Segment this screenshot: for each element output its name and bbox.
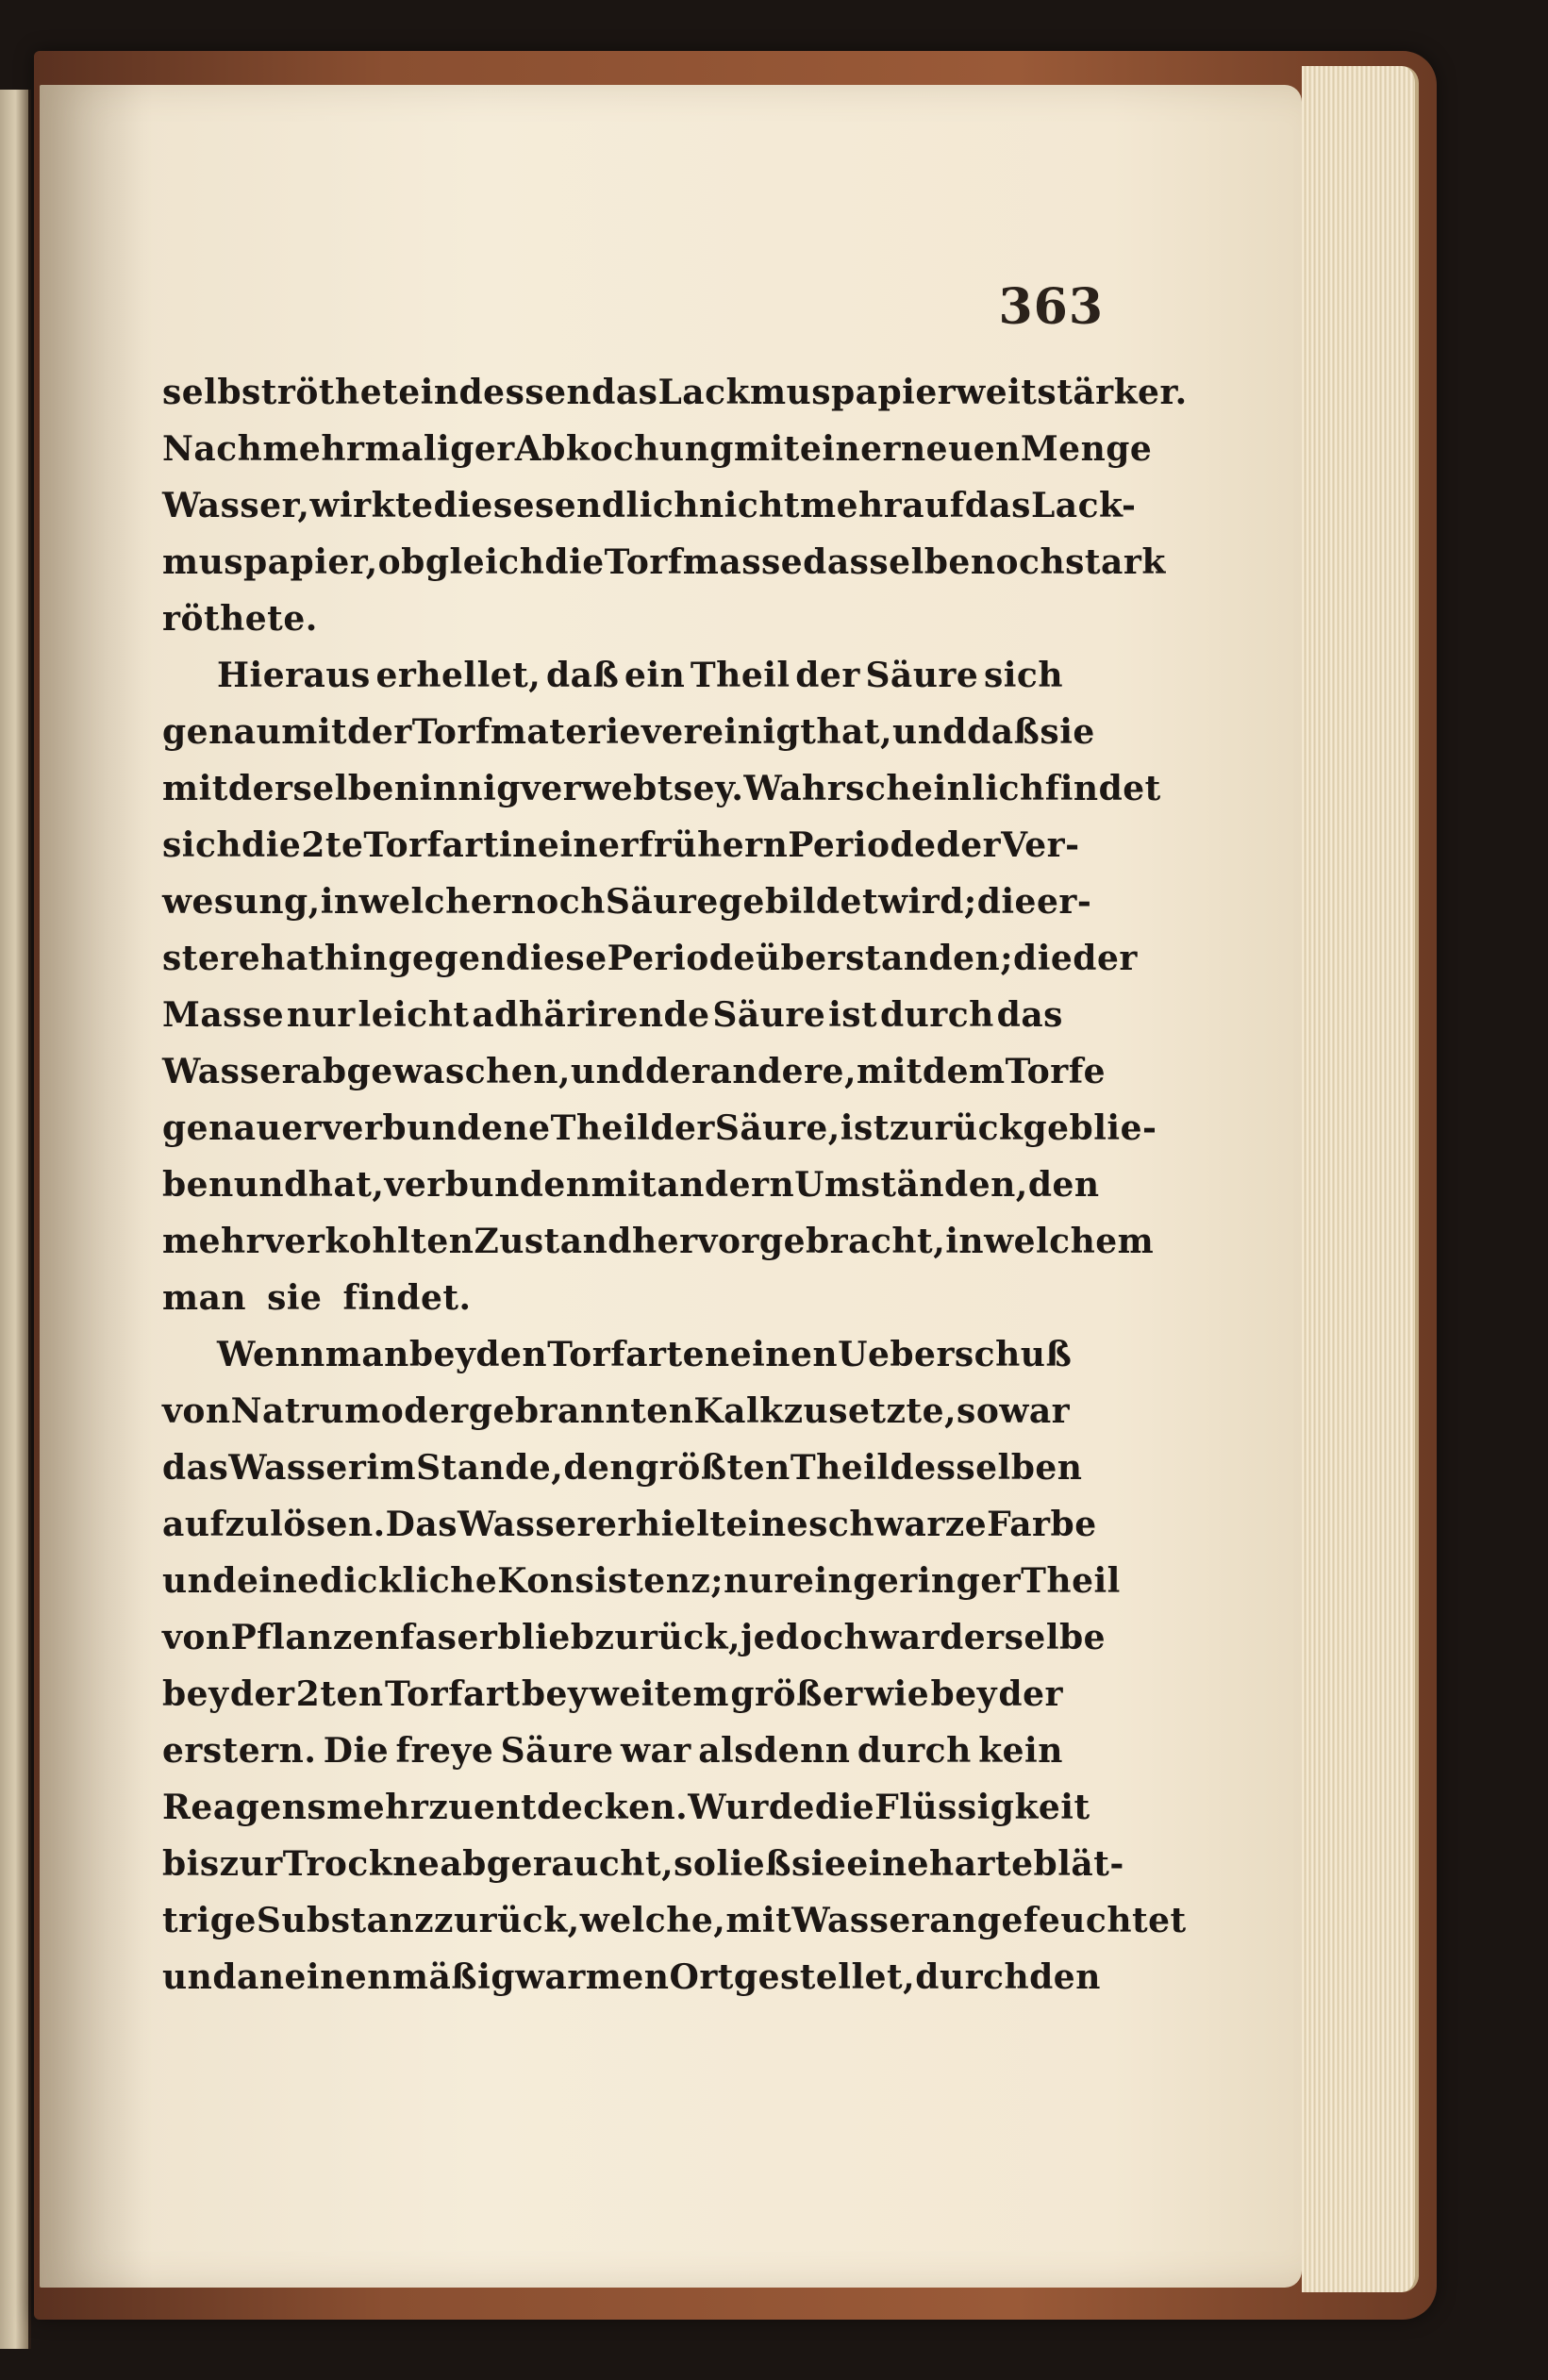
word: mit bbox=[856, 1052, 923, 1091]
word: Säure bbox=[712, 995, 826, 1035]
word: das bbox=[591, 373, 658, 412]
word: leicht bbox=[358, 995, 470, 1035]
word: war bbox=[869, 1618, 940, 1657]
word: stere bbox=[162, 939, 261, 978]
text-line bbox=[162, 1609, 1107, 1666]
word: Natrum bbox=[230, 1391, 381, 1431]
word: überstanden; bbox=[755, 939, 1014, 978]
word: zu bbox=[428, 1788, 474, 1827]
word: sich bbox=[162, 825, 242, 865]
word: Substanz bbox=[256, 1901, 435, 1940]
word: war bbox=[620, 1731, 691, 1771]
word: röthete bbox=[276, 373, 421, 412]
word: dickliche bbox=[319, 1561, 498, 1601]
word: alsdenn bbox=[698, 1731, 851, 1771]
word: adhärirende bbox=[472, 995, 710, 1035]
word: dem bbox=[922, 1052, 1006, 1091]
word: Wasser bbox=[791, 1901, 930, 1940]
word: wie bbox=[864, 1674, 930, 1714]
word: muspapier, bbox=[162, 542, 378, 582]
text-line bbox=[162, 760, 1161, 817]
word: sey. bbox=[673, 769, 744, 808]
word: der bbox=[650, 1108, 715, 1148]
word: selbst bbox=[162, 373, 277, 412]
word: blät- bbox=[1033, 1844, 1124, 1884]
word: größten bbox=[635, 1448, 791, 1488]
word: und bbox=[570, 1052, 645, 1091]
word: eine bbox=[725, 1505, 809, 1544]
word: weitem bbox=[589, 1674, 729, 1714]
word: in bbox=[498, 825, 538, 865]
text-line bbox=[162, 1213, 1155, 1270]
word: gebrannten bbox=[468, 1391, 694, 1431]
word: mehr bbox=[162, 1222, 265, 1261]
word: zusetzte, bbox=[783, 1391, 957, 1431]
word: zurück, bbox=[594, 1618, 741, 1657]
word: ein bbox=[791, 1561, 854, 1601]
text-line bbox=[162, 987, 1063, 1043]
word: verbundene bbox=[322, 1108, 551, 1148]
word: mit bbox=[162, 769, 228, 808]
word: man bbox=[162, 1278, 247, 1318]
word: in bbox=[945, 1222, 985, 1261]
word: erhellet, bbox=[375, 656, 541, 695]
word: größer bbox=[730, 1674, 863, 1714]
word: Ort bbox=[669, 1957, 734, 1997]
word: Zustand bbox=[474, 1222, 632, 1261]
word: den bbox=[1029, 1957, 1101, 1997]
word: in bbox=[320, 882, 359, 922]
text-line bbox=[162, 874, 1092, 930]
text-line bbox=[162, 1440, 1083, 1496]
word: auf bbox=[902, 486, 965, 525]
word: ben bbox=[162, 1165, 234, 1205]
word: Lackmuspapier bbox=[657, 373, 957, 412]
word: Abkochung bbox=[514, 429, 734, 469]
word: Konsistenz; bbox=[497, 1561, 724, 1601]
word: welcher bbox=[358, 882, 511, 922]
word: Säure, bbox=[714, 1108, 841, 1148]
word: die bbox=[1013, 939, 1074, 978]
word: Theil bbox=[1021, 1561, 1121, 1601]
word: frühern bbox=[638, 825, 789, 865]
word: durch bbox=[857, 1731, 972, 1771]
word: Das bbox=[385, 1505, 458, 1544]
word: desselben bbox=[890, 1448, 1083, 1488]
word: Kalk bbox=[693, 1391, 784, 1431]
word: einer bbox=[537, 825, 639, 865]
word: genauer bbox=[162, 1108, 323, 1148]
word: zurück, bbox=[434, 1901, 580, 1940]
word: verkohlten bbox=[264, 1222, 474, 1261]
word: harte bbox=[929, 1844, 1034, 1884]
word: stärker. bbox=[1037, 373, 1188, 412]
word: der bbox=[936, 825, 1002, 865]
word: mehr bbox=[326, 1788, 429, 1827]
word: 2te bbox=[301, 825, 364, 865]
word: der bbox=[347, 712, 412, 752]
word: Wenn bbox=[217, 1335, 325, 1374]
word: mehrmaliger bbox=[262, 429, 515, 469]
word: im bbox=[366, 1448, 417, 1488]
word: mit bbox=[591, 1165, 657, 1205]
word: hervorgebracht, bbox=[631, 1222, 946, 1261]
word: bis bbox=[162, 1844, 220, 1884]
word: eine bbox=[846, 1844, 930, 1884]
word: mäßig bbox=[391, 1957, 515, 1997]
word: ließ bbox=[716, 1844, 791, 1884]
word: abgewaschen, bbox=[300, 1052, 571, 1091]
text-line bbox=[162, 1326, 1073, 1383]
word: derselben bbox=[227, 769, 420, 808]
word: Pflanzenfaser bbox=[230, 1618, 498, 1657]
word: Farbe bbox=[987, 1505, 1097, 1544]
word: einer bbox=[799, 429, 901, 469]
word: erhielt bbox=[595, 1505, 726, 1544]
word: aufzulösen. bbox=[162, 1505, 386, 1544]
word: verwebt bbox=[520, 769, 674, 808]
word: Lack- bbox=[1030, 486, 1137, 525]
word: Masse bbox=[162, 995, 285, 1035]
word: daß bbox=[545, 656, 620, 695]
word: durch bbox=[879, 995, 994, 1035]
word: von bbox=[162, 1391, 231, 1431]
word: erstern. bbox=[162, 1731, 317, 1771]
word: kein bbox=[978, 1731, 1063, 1771]
word: so bbox=[957, 1391, 1000, 1431]
word: Torfe bbox=[1005, 1052, 1107, 1091]
word: an bbox=[237, 1957, 285, 1997]
word: blieb bbox=[497, 1618, 595, 1657]
word: gebildet bbox=[718, 882, 879, 922]
word: trige bbox=[162, 1901, 257, 1940]
word: der bbox=[1073, 939, 1138, 978]
word: hat, bbox=[308, 1165, 385, 1205]
word: Stande, bbox=[416, 1448, 564, 1488]
word: Hieraus bbox=[217, 656, 371, 695]
text-line bbox=[162, 1836, 1124, 1892]
word: jedoch bbox=[741, 1618, 870, 1657]
word: Periode bbox=[788, 825, 937, 865]
word: Torfmasse bbox=[604, 542, 804, 582]
word: röthete. bbox=[162, 599, 318, 639]
word: schwarze bbox=[808, 1505, 988, 1544]
word: beyden bbox=[408, 1335, 548, 1374]
word: Torfarten bbox=[547, 1335, 730, 1374]
text-line bbox=[162, 1892, 1187, 1949]
word: zurückgeblie- bbox=[889, 1108, 1157, 1148]
word: Wasser bbox=[228, 1448, 367, 1488]
word: findet. bbox=[342, 1278, 472, 1318]
word: so bbox=[674, 1844, 717, 1884]
text-line bbox=[162, 534, 1166, 591]
word: 2ten bbox=[295, 1674, 384, 1714]
text-line bbox=[162, 364, 1188, 421]
text-line bbox=[162, 1270, 1063, 1326]
word: Wasser bbox=[162, 1052, 301, 1091]
text-line bbox=[162, 1043, 1107, 1100]
word: angefeuchtet bbox=[929, 1901, 1187, 1940]
word: Torfart bbox=[384, 1674, 521, 1714]
word: mehr bbox=[800, 486, 903, 525]
text-line bbox=[162, 1949, 1101, 2006]
word: Wurde bbox=[688, 1788, 815, 1827]
word: ist bbox=[840, 1108, 890, 1148]
gutter-shadow bbox=[40, 85, 153, 2288]
word: obgleich bbox=[377, 542, 545, 582]
word: mit bbox=[725, 1901, 792, 1940]
word: die bbox=[544, 542, 605, 582]
word: Theil bbox=[790, 1448, 891, 1488]
word: derselbe bbox=[940, 1618, 1107, 1657]
word: Theil bbox=[690, 656, 791, 695]
word: hat, bbox=[816, 712, 893, 752]
word: welche, bbox=[579, 1901, 726, 1940]
word: geringer bbox=[853, 1561, 1022, 1601]
word: man bbox=[325, 1335, 409, 1374]
word: abgeraucht, bbox=[440, 1844, 674, 1884]
text-line bbox=[162, 817, 1080, 874]
word: diese bbox=[506, 939, 608, 978]
word: Torfart bbox=[363, 825, 499, 865]
word: Ueberschuß bbox=[838, 1335, 1073, 1374]
text-line bbox=[162, 1666, 1063, 1723]
word: entdecken. bbox=[473, 1788, 689, 1827]
text-line bbox=[162, 647, 1063, 704]
page-stack-edge bbox=[1302, 66, 1419, 2292]
word: findet bbox=[1044, 769, 1161, 808]
word: andere, bbox=[709, 1052, 857, 1091]
text-line bbox=[162, 1553, 1121, 1609]
word: eine bbox=[237, 1561, 320, 1601]
word: bey bbox=[521, 1674, 589, 1714]
word: mit bbox=[733, 429, 800, 469]
text-line bbox=[162, 421, 1153, 477]
word: wesung, bbox=[162, 882, 321, 922]
word: nicht bbox=[698, 486, 801, 525]
word: der bbox=[644, 1052, 710, 1091]
text-line bbox=[162, 591, 1063, 647]
word: nur bbox=[724, 1561, 792, 1601]
word: das bbox=[964, 486, 1031, 525]
word: Periode bbox=[607, 939, 756, 978]
word: Wasser bbox=[457, 1505, 596, 1544]
word: einen bbox=[284, 1957, 392, 1997]
word: der bbox=[229, 1674, 295, 1714]
word: genau bbox=[162, 712, 282, 752]
word: daß bbox=[967, 712, 1040, 752]
word: ein bbox=[624, 656, 686, 695]
word: einen bbox=[729, 1335, 839, 1374]
book-page bbox=[40, 85, 1302, 2288]
word: warmen bbox=[515, 1957, 670, 1997]
word: indessen bbox=[420, 373, 592, 412]
word: bey bbox=[162, 1674, 229, 1714]
left-page-edge bbox=[0, 90, 31, 2349]
text-line bbox=[162, 1723, 1063, 1779]
word: zur bbox=[219, 1844, 283, 1884]
word: endlich bbox=[554, 486, 699, 525]
word: und bbox=[162, 1561, 238, 1601]
word: den bbox=[563, 1448, 636, 1488]
text-line bbox=[162, 1157, 1100, 1213]
page-number: 363 bbox=[998, 278, 1104, 336]
word: Säure bbox=[605, 882, 719, 922]
word: vereinigt bbox=[641, 712, 817, 752]
word: wirkte bbox=[309, 486, 434, 525]
word: das bbox=[162, 1448, 229, 1488]
word: noch bbox=[970, 542, 1066, 582]
word: war bbox=[999, 1391, 1071, 1431]
word: ist bbox=[828, 995, 878, 1035]
text-line bbox=[162, 930, 1138, 987]
word: gestellet, bbox=[733, 1957, 916, 1997]
text-line bbox=[162, 704, 1095, 760]
text-line bbox=[162, 1496, 1097, 1553]
word: und bbox=[162, 1957, 238, 1997]
word: oder bbox=[380, 1391, 469, 1431]
word: Säure bbox=[500, 1731, 614, 1771]
word: sie bbox=[791, 1844, 847, 1884]
word: er- bbox=[1036, 882, 1092, 922]
word: die bbox=[814, 1788, 875, 1827]
word: und bbox=[233, 1165, 308, 1205]
word: nur bbox=[286, 995, 356, 1035]
word: neuen bbox=[900, 429, 1021, 469]
word: sie bbox=[267, 1278, 323, 1318]
word: Wasser, bbox=[162, 486, 310, 525]
word: mit bbox=[281, 712, 348, 752]
word: Wahrscheinlich bbox=[743, 769, 1045, 808]
word: das bbox=[996, 995, 1063, 1035]
word: Menge bbox=[1020, 429, 1153, 469]
word: der bbox=[795, 656, 860, 695]
word: die bbox=[976, 882, 1037, 922]
word: welchem bbox=[984, 1222, 1155, 1261]
word: Umständen, bbox=[794, 1165, 1028, 1205]
word: der bbox=[998, 1674, 1063, 1714]
word: dieses bbox=[433, 486, 555, 525]
word: Flüssigkeit bbox=[874, 1788, 1090, 1827]
word: andern bbox=[657, 1165, 795, 1205]
word: hingegen bbox=[324, 939, 507, 978]
word: Reagens bbox=[162, 1788, 327, 1827]
word: wird; bbox=[878, 882, 977, 922]
word: Die bbox=[323, 1731, 390, 1771]
text-block bbox=[162, 364, 1188, 2062]
word: innig bbox=[419, 769, 521, 808]
word: stark bbox=[1065, 542, 1166, 582]
word: Torfmaterie bbox=[411, 712, 641, 752]
text-line bbox=[162, 477, 1137, 534]
text-line bbox=[162, 1383, 1071, 1440]
word: freye bbox=[395, 1731, 494, 1771]
word: die bbox=[241, 825, 302, 865]
word: und bbox=[892, 712, 968, 752]
word: durch bbox=[915, 1957, 1030, 1997]
word: von bbox=[162, 1618, 231, 1657]
text-line bbox=[162, 1100, 1157, 1157]
word: hat bbox=[260, 939, 325, 978]
word: weit bbox=[956, 373, 1038, 412]
text-line bbox=[162, 1779, 1090, 1836]
word: Nach bbox=[162, 429, 263, 469]
word: Theil bbox=[550, 1108, 651, 1148]
word: bey bbox=[930, 1674, 998, 1714]
word: Ver- bbox=[1001, 825, 1080, 865]
word: verbunden bbox=[384, 1165, 591, 1205]
word: sie bbox=[1040, 712, 1095, 752]
word: den bbox=[1027, 1165, 1100, 1205]
word: noch bbox=[510, 882, 606, 922]
word: sich bbox=[983, 656, 1063, 695]
word: Trockne bbox=[282, 1844, 441, 1884]
word: Säure bbox=[865, 656, 979, 695]
word: dasselbe bbox=[803, 542, 971, 582]
